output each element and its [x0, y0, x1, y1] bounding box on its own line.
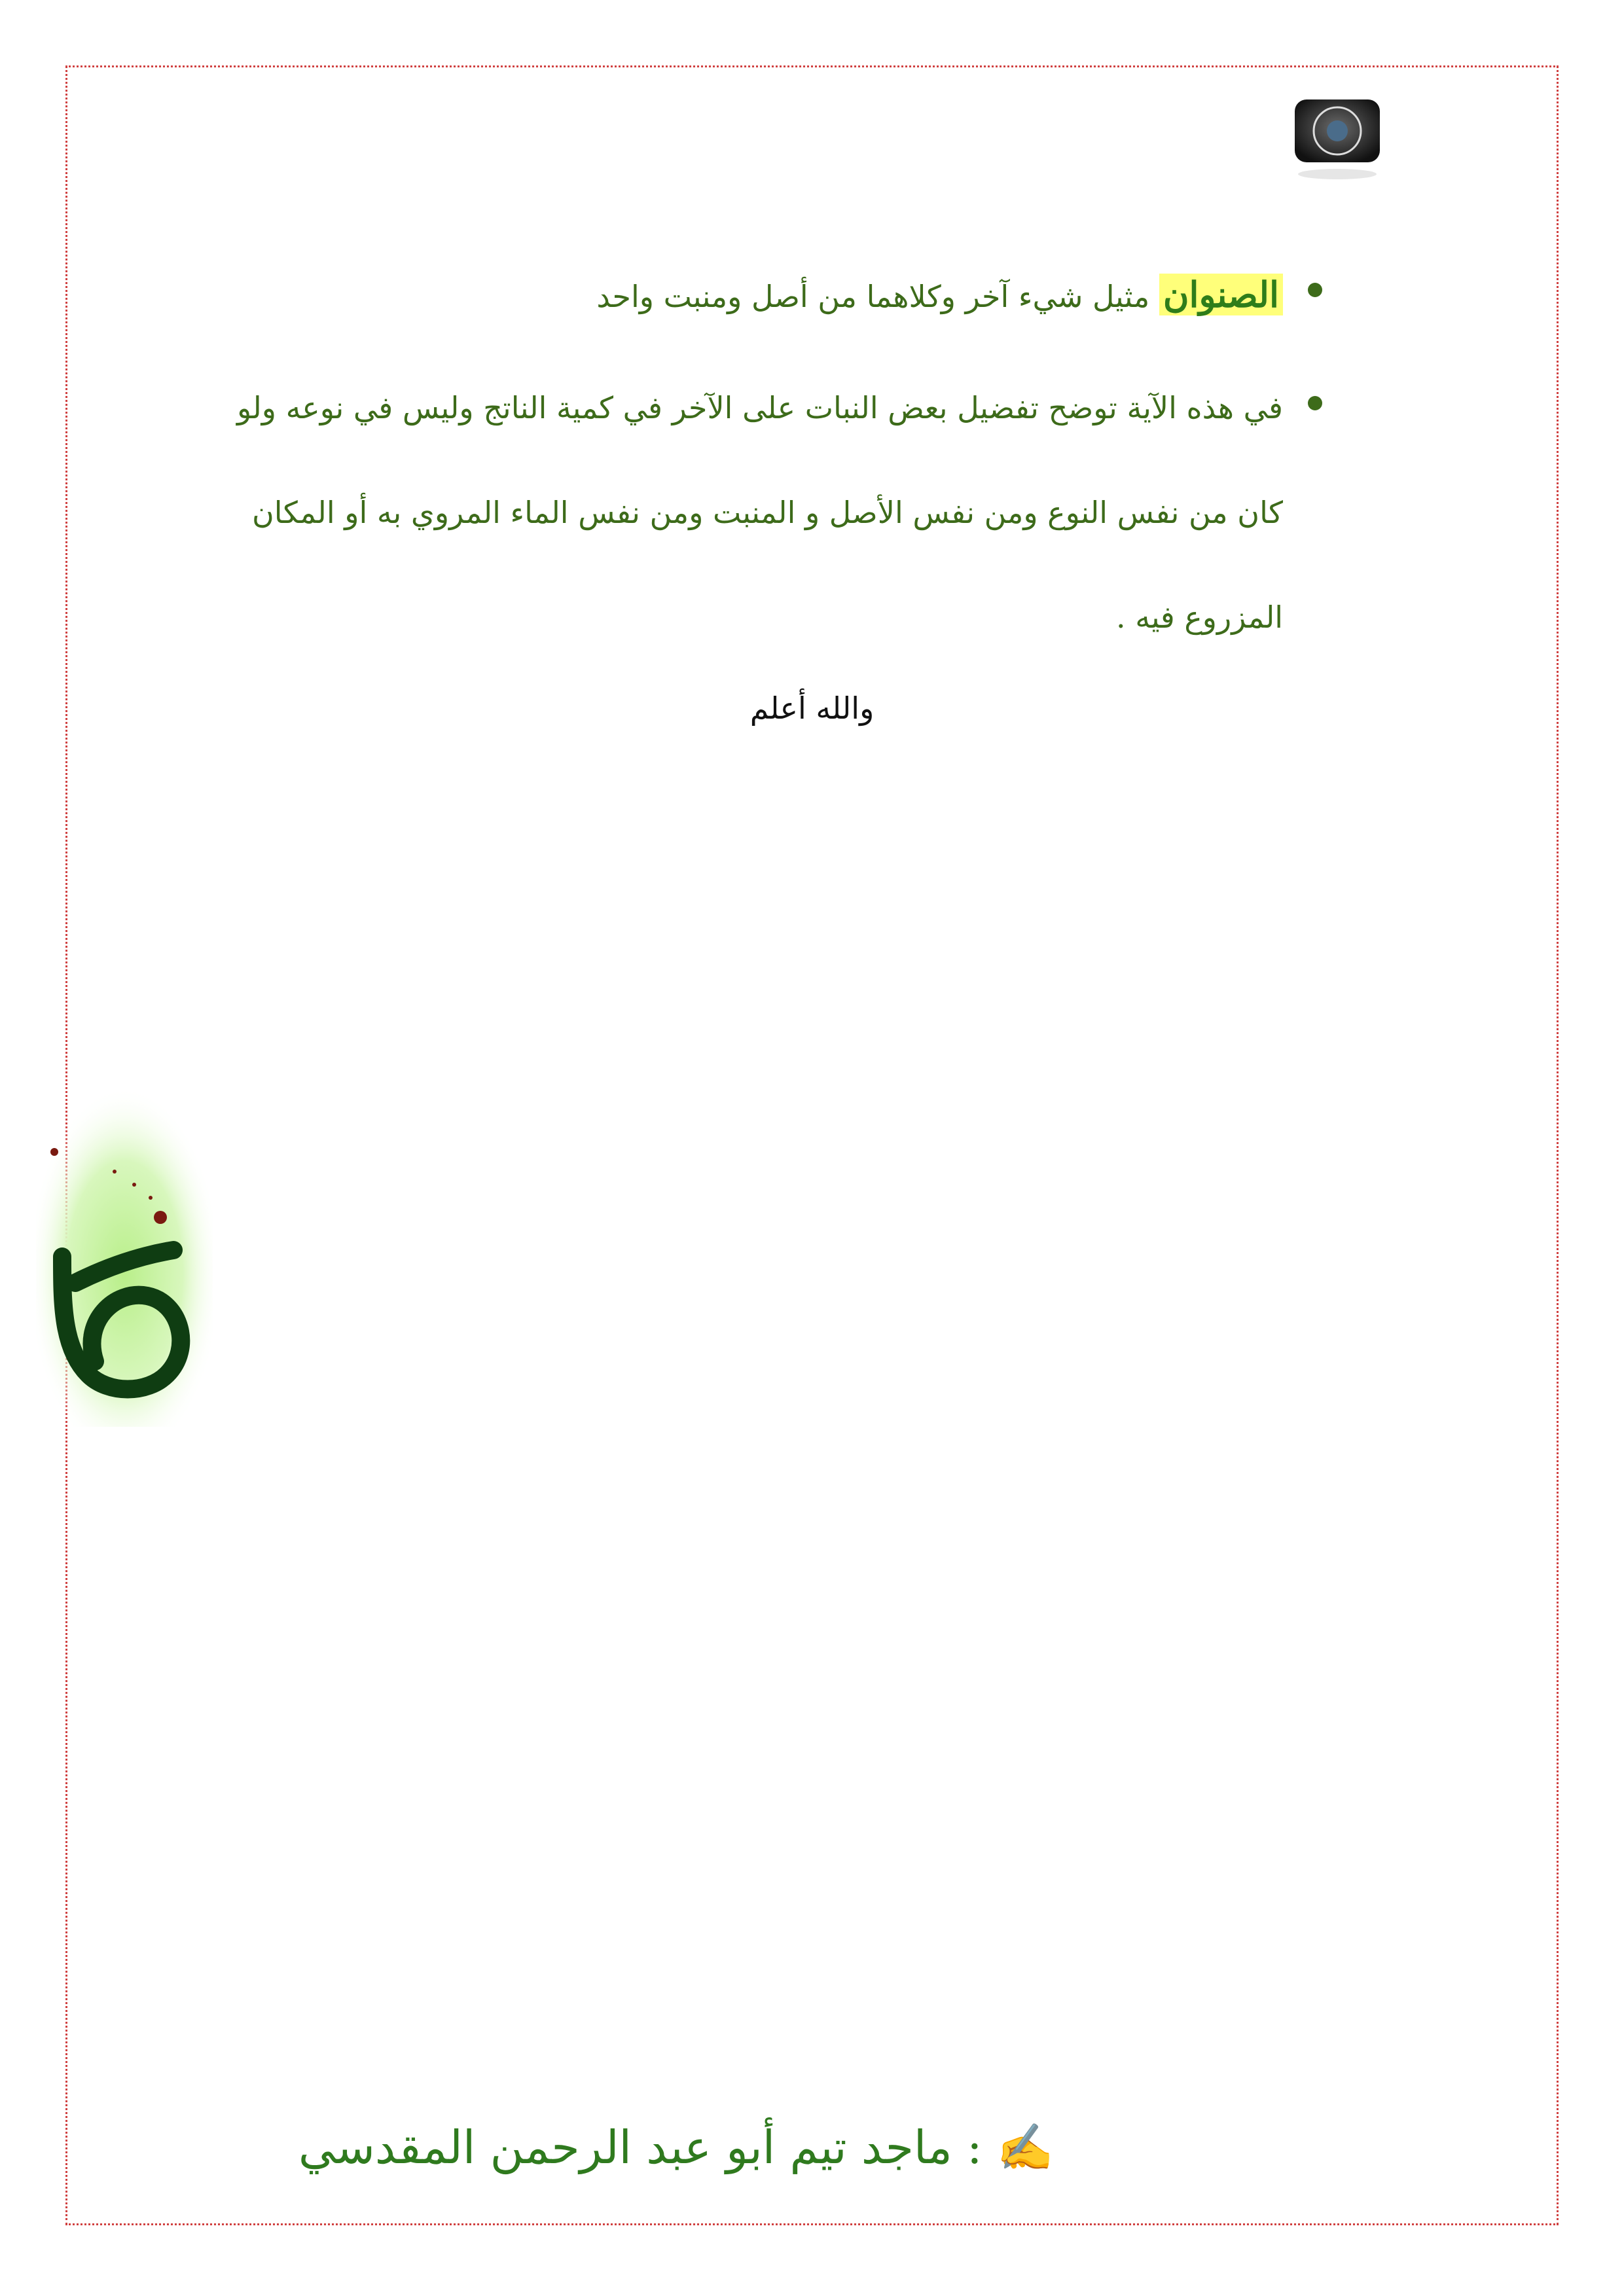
bullet-dot-icon [1308, 396, 1322, 410]
ha-ornament-icon [36, 1086, 213, 1427]
author-signature: ✍ : ماجد تيم أبو عبد الرحمن المقدسي [298, 2121, 1054, 2174]
bullet-item [236, 355, 1322, 670]
bullet-dot-icon [1308, 283, 1322, 297]
bullet-text: مثيل شيء آخر وكلاهما من أصل ومنبت واحد [596, 279, 1159, 314]
bullet-item [236, 242, 1322, 349]
highlighted-term: الصنوان [1159, 274, 1283, 315]
logo-icon [1288, 97, 1386, 183]
main-content [236, 242, 1322, 670]
closing-text: والله أعلم [749, 691, 875, 726]
bullet-text: في هذه الآية توضح تفضيل بعض النبات على الآخر في كمية الناتج وليس في نوعه ولو كان من نفس النوع ومن نفس الأصل و المنبت ومن نفس الماء المروي به أو المكان المزروع فيه . [236, 390, 1283, 635]
